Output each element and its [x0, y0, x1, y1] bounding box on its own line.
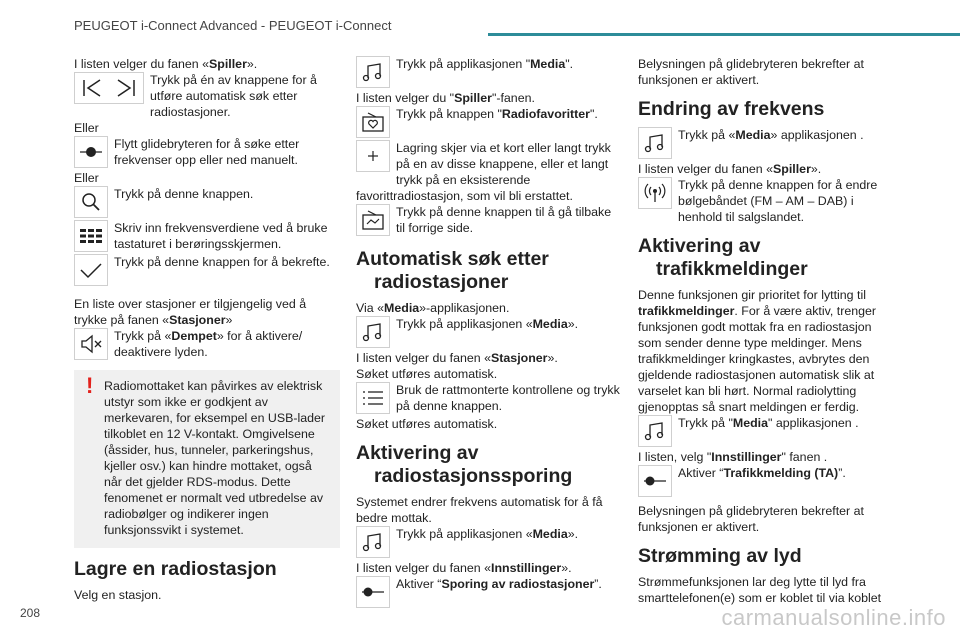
keypad-icon [74, 220, 108, 252]
instruction-media-3: Trykk på applikasjonen «Media». [356, 526, 622, 560]
watermark: carmanualsonline.info [721, 605, 946, 630]
music-note-icon [356, 316, 390, 348]
instruction-activate-tracking: Aktiver “Sporing av radiostasjoner”. [356, 576, 622, 610]
radio-back-icon [356, 204, 390, 236]
warning-text: Radiomottaket kan påvirkes av elektrisk utstyr som ikke er godkjent av merkevaren, for eksempel en USB-lader tilkoblet en 12 V-kontakt. Omgivelsene (åssider, hus, tunneler, parkeringshus, kjeller osv.) kan hindre mottaket, også når det gjelder RDS-modus. Dette fenomenet er normalt ved utbredelse av radiobølger og indikerer ingen funksjonssvikt i systemet. [104, 379, 326, 537]
music-note-icon [356, 56, 390, 88]
paragraph: Eller [74, 121, 99, 135]
instruction-activate-ta: Aktiver “Trafikkmelding (TA)”. [638, 465, 898, 499]
paragraph: I listen velger du fanen «Innstillinger». [356, 561, 572, 575]
paragraph: I listen, velg "Innstillinger" fanen . [638, 450, 828, 464]
instruction-wheel: Bruk de rattmonterte kontrollene og trykk på denne knappen. [356, 382, 622, 416]
skip-next-icon [113, 77, 139, 99]
instruction-media: Trykk på «Media» applikasjonen . [638, 127, 898, 161]
paragraph: Søket utføres automatisk. [356, 417, 498, 431]
music-note-icon [638, 127, 672, 159]
section-heading-save: Lagre en radiostasjon [74, 558, 277, 580]
paragraph: Søket utføres automatisk. [356, 367, 498, 381]
instruction-favorites: Trykk på knappen "Radiofavoritter". [356, 106, 622, 140]
paragraph: En liste over stasjoner er tilgjengelig ved å trykke på fanen «Stasjoner» [74, 297, 307, 327]
mute-icon [74, 328, 108, 360]
instruction-band: Trykk på denne knappen for å endre bølgebåndet (FM – AM – DAB) i henhold til salgslandet. [638, 177, 898, 225]
plus-icon [356, 140, 390, 172]
toggle-slider-icon [356, 576, 390, 608]
broadcast-icon [638, 177, 672, 209]
music-note-icon [638, 415, 672, 447]
paragraph: Denne funksjonen gir prioritet for lytting til trafikkmeldinger. For å være aktiv, trenger funksjonen godt mottak fra en radiostasjon som sender denne type meldinger. Mens trafikkmeldinger kringkastes, avbrytes den gjeldende radiostasjonen automatisk slik at varselet kan bli hørt. Normal radiolytting gjenopptas så snart meldingen er ferdig. [638, 288, 877, 414]
paragraph: Via «Media»-applikasjonen. [356, 301, 510, 315]
seek-buttons [74, 72, 144, 104]
column-3 [638, 56, 898, 606]
section-heading-tracking: Aktivering av radiostasjonssporing [356, 442, 573, 487]
column-1 [74, 56, 340, 603]
column-2 [356, 56, 622, 610]
instruction-seek: Trykk på én av knappene for å utføre automatisk søk etter radiostasjoner. [74, 72, 340, 120]
skip-previous-icon [79, 77, 105, 99]
page-number: 208 [20, 606, 41, 620]
paragraph: Belysningen på glidebryteren bekrefter at funksjonen er aktivert. [638, 504, 864, 534]
instruction-media: Trykk på applikasjonen "Media". [356, 56, 622, 90]
paragraph: Systemet endrer frekvens automatisk for å få bedre mottak. [356, 495, 603, 525]
warning-box [74, 370, 340, 548]
instruction-media-2: Trykk på applikasjonen «Media». [356, 316, 622, 350]
paragraph: I listen velger du fanen «Stasjoner». [356, 351, 558, 365]
radio-favorites-icon [356, 106, 390, 138]
checkmark-icon [74, 254, 108, 286]
section-heading-frequency: Endring av frekvens [638, 98, 825, 120]
instruction-search: Trykk på denne knappen. [74, 186, 340, 220]
instruction-store: Lagring skjer via et kort eller langt trykk på en av disse knappene, eller et langt trykk på en eksisterende favorittradiostasjon, som vil bli erstattet. [356, 141, 611, 203]
paragraph: I listen velger du fanen «Spiller». [74, 57, 258, 71]
paragraph: Belysningen på glidebryteren bekrefter at funksjonen er aktivert. [638, 57, 864, 87]
header-title: PEUGEOT i-Connect Advanced - PEUGEOT i-Connect [74, 18, 392, 33]
paragraph: I listen velger du fanen «Spiller». [638, 162, 822, 176]
instruction-media-2: Trykk på "Media" applikasjonen . [638, 415, 898, 449]
search-icon [74, 186, 108, 218]
paragraph: Strømmefunksjonen lar deg lytte til lyd fra smarttelefonen(e) som er koblet til via koblet [638, 575, 882, 605]
instruction-mute: Trykk på «Dempet» for å aktivere/ deaktivere lyden. [74, 328, 340, 362]
frequency-slider-icon [74, 136, 108, 168]
instruction-confirm: Trykk på denne knappen for å bekrefte. [74, 254, 340, 288]
section-heading-streaming: Strømming av lyd [638, 545, 802, 567]
toggle-slider-icon [638, 465, 672, 497]
paragraph: Velg en stasjon. [74, 588, 162, 602]
paragraph: I listen velger du "Spiller"-fanen. [356, 91, 535, 105]
instruction-keypad: Skriv inn frekvensverdiene ved å bruke tastaturet i berøringsskjermen. [74, 220, 340, 254]
section-heading-auto-search: Automatisk søk etter radiostasjoner [356, 248, 549, 293]
instruction-slider: Flytt glidebryteren for å søke etter frekvenser opp eller ned manuelt. [74, 136, 340, 170]
music-note-icon [356, 526, 390, 558]
paragraph: Eller [74, 171, 99, 185]
section-heading-traffic: Aktivering av trafikkmeldinger [638, 235, 808, 280]
list-icon [356, 382, 390, 414]
instruction-back: Trykk på denne knappen til å gå tilbake til forrige side. [356, 204, 622, 238]
header-accent-bar [488, 33, 960, 36]
warning-icon: ! [86, 373, 94, 398]
